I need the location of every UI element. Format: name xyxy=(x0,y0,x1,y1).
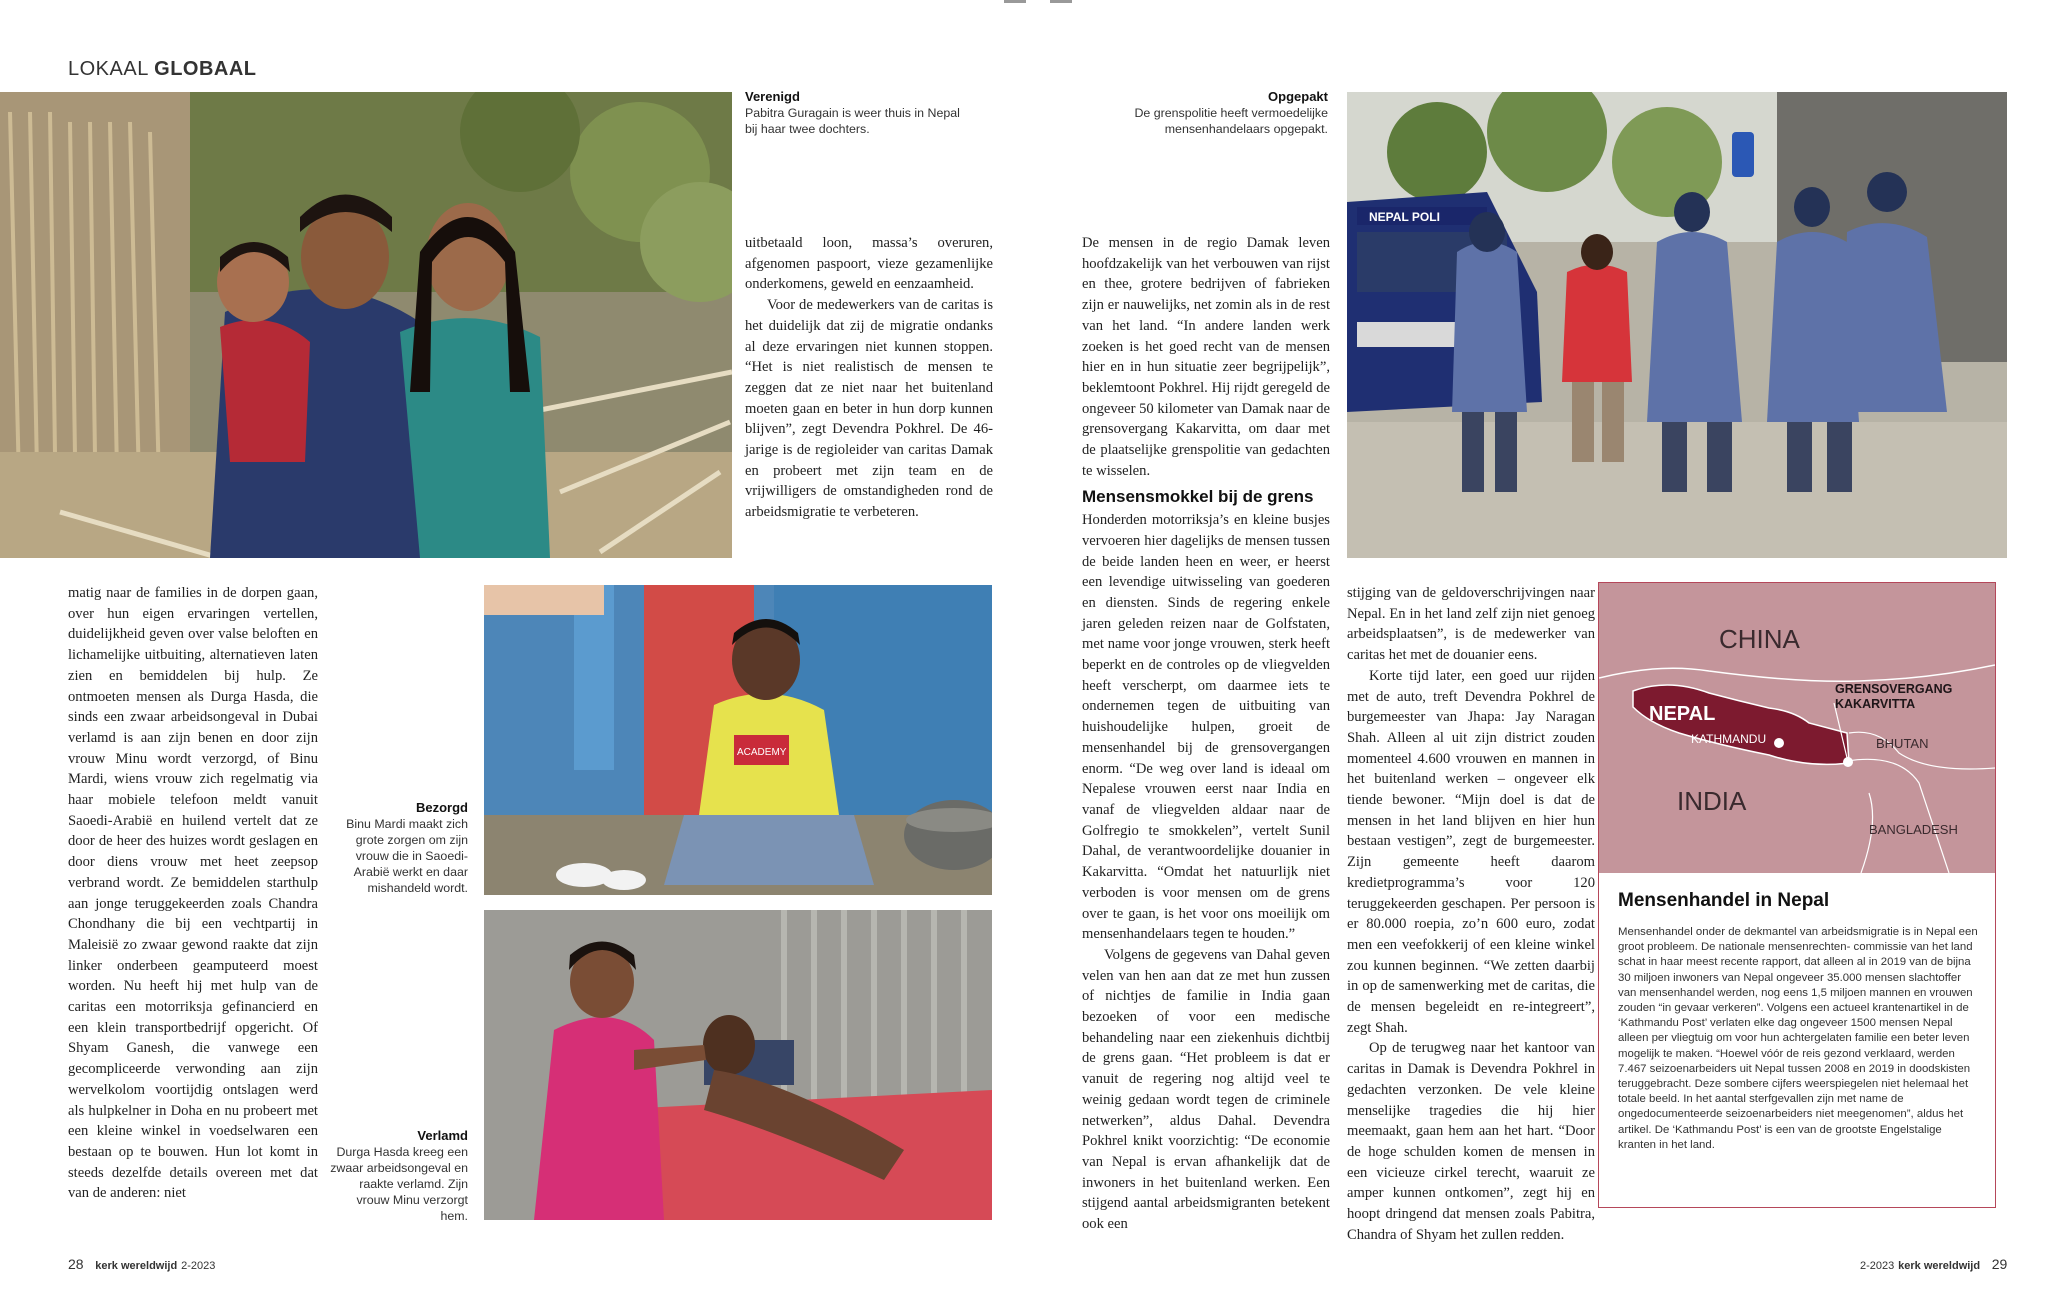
map-label-bangladesh: BANGLADESH xyxy=(1869,822,1958,837)
publication-name-right: kerk wereldwijd xyxy=(1898,1260,1981,1272)
paragraph: Op de terugweg naar het kantoor van caritas in Damak is Devendra Pokhrel in gedachten verzonken. De vele kleine menselijke tragedies die hij hier meemaakt, gaan hem aan het hart. “Door de hoge schulden komen de mensen in een vicieuze cirkel terecht, waaruit ze amper kunnen ontkomen”, zegt hij en hoopt dringend dat mensen zoals Pabitra, Chandra of Shyam het zullen redden. xyxy=(1347,1040,1595,1243)
paragraph: uitbetaald loon, massa’s overuren, afgenomen paspoort, vieze gezamenlijke onderkomens, geweld en eenzaamheid. xyxy=(745,235,993,293)
section-label-bold: GLOBAAL xyxy=(154,58,257,80)
police-car-text: NEPAL POLI xyxy=(1369,210,1440,224)
map-label-china: CHINA xyxy=(1719,624,1800,654)
caption-verenigd-title: Verenigd xyxy=(745,89,800,104)
photo-border-police xyxy=(1347,92,2007,558)
info-box-title: Mensenhandel in Nepal xyxy=(1618,890,1830,911)
map-label-kathmandu: KATHMANDU xyxy=(1691,732,1767,746)
top-mark-left xyxy=(1004,0,1026,3)
paragraph: De mensen in de regio Damak leven hoofdzakelijk van het verbouwen van rijst en thee, grotere bedrijven of fabrieken zijn er nauwelijks, net zomin als in de rest van het land. “In andere landen werk zoeken is het goed recht van de mensen hier en in hun situatie zeer begrijpelijk”, beklemtoont Pokhrel. Hij rijdt geregeld de ongeveer 50 kilometer van Damak naar de grensovergang Kakarvitta, om daar met de plaatselijke grenspolitie van gedachten te wisselen. xyxy=(1082,235,1330,479)
info-box xyxy=(1598,582,1996,1208)
section-label xyxy=(68,58,257,81)
caption-opgepakt-title: Opgepakt xyxy=(1268,89,1328,104)
caption-opgepakt-text: De grenspolitie heeft vermoedelijke mensenhandelaars opgepakt. xyxy=(1134,106,1328,136)
page-number-right: 29 xyxy=(1991,1256,2008,1272)
caption-verlamd-title: Verlamd xyxy=(417,1128,468,1143)
map-label-border-2: KAKARVITTA xyxy=(1835,697,1916,711)
map-label-india: INDIA xyxy=(1677,786,1747,816)
paragraph: Honderden motorriksja’s en kleine busjes vervoeren hier dagelijks de mensen tussen de beide landen heen en weer, er heerst een levendige uitwisseling van goederen en diensten. Sinds de regering enkele jaren geleden reizen naar de Golfstaten, met name voor jonge vrouwen, sterk heeft beperkt en de controles op de vliegvelden heeft verscherpt, om daarmee iets te ondernemen tegen de uitbuiting van huishoudelijke hulpen, groeit de mensenhandel bij de grensovergangen enorm. “De weg over land is ideaal om Nepalese vrouwen eerst naar India en vanaf de vliegvelden aldaar naar de Golfregio te smokkelen”, vertelt Sunil Dahal, de verantwoordelijke douanier in Kakarvitta. “Omdat het natuurlijk niet verboden is voor mensen om de grens over te gaan, is het voor ons moeilijk om mensenhandelaars tegen te houden.” xyxy=(1082,512,1330,943)
caption-verlamd-text: Durga Hasda kreeg een zwaar arbeidsongeval en raakte verlamd. Zijn vrouw Minu verzorgt hem. xyxy=(330,1145,468,1223)
paragraph: Voor de medewerkers van de caritas is het duidelijk dat zij de migratie ondanks al deze ervaringen niet kunnen stoppen. “Het is niet realistisch de mensen te zeggen dat ze niet naar het buitenland moeten gaan en beter in hun dorp kunnen blijven”, zegt Devendra Pokhrel. De 46-jarige is de regioleider van caritas Damak en probeert met zijn team en de vrijwilligers de omstandigheden rond de arbeidsmigratie te verbeteren. xyxy=(745,297,993,521)
nepal-map xyxy=(1599,583,1995,873)
info-box-text: Mensenhandel onder de dekmantel van arbeidsmigratie is in Nepal een groot probleem. De nationale mensenrechten- commissie van het land schat in haar meest recente rapport, dat alleen al in 2019 van de bijna 30 miljoen inwoners van Nepal ongeveer 35.000 mensen slachtoffer van mensenhandel werden, nog eens 1,5 miljoen mannen en vrouwen zouden “in gevaar verkeren”. Volgens een actueel krantenartikel in de ‘Kathmandu Post’ verlaten elke dag ongeveer 1500 mensen Nepal alleen per vliegtuig om voor hun achtergelaten familie een beter leven mogelijk te maken. “Hoewel vóór de reis gezond verklaard, werden 7.467 seizoenarbeiders uit Nepal tussen 2008 en 2019 in doodskisten teruggebracht. Deze sombere cijfers weerspiegelen niet helemaal het totale beeld. In het aantal sterfgevallen zijn met name de ongedocumenteerde seizoenarbeiders niet meegenomen”, aldus het artikel. De ‘Kathmandu Post’ is een van de grootste Engelstalige kranten in het land. xyxy=(1618,926,1978,1151)
top-mark-right xyxy=(1050,0,1072,3)
article-column-4 xyxy=(1347,583,1595,1246)
caption-verenigd-text: Pabitra Guragain is weer thuis in Nepal bij haar twee dochters. xyxy=(745,106,960,136)
caption-opgepakt xyxy=(1110,89,1328,137)
article-column-1 xyxy=(68,583,318,1204)
tshirt-logo-text: ACADEMY xyxy=(737,747,787,758)
caption-bezorgd xyxy=(330,800,468,896)
article-column-3 xyxy=(1082,233,1330,1235)
publication-name-left: kerk wereldwijd xyxy=(95,1260,178,1272)
paragraph: Volgens de gegevens van Dahal geven velen van hen aan dat ze met hun zussen of nichtjes de familie in India gaan bezoeken of voor een medische behandeling naar een ziekenhuis dichtbij de grens gaan. “Het probleem is dat er vanuit de regering nog altijd veel te weinig gedaan wordt tegen de criminele netwerken”, aldus Dahal. Devendra Pokhrel knikt voorzichtig: “De economie van Nepal is ervan afhankelijk dat de inwoners in het buitenland werken. Een stijgend aantal arbeidsmigranten betekent ook een xyxy=(1082,946,1330,1233)
caption-verlamd xyxy=(330,1128,468,1224)
page-number-left: 28 xyxy=(68,1256,84,1272)
caption-bezorgd-text: Binu Mardi maakt zich grote zorgen om zijn vrouw die in Saoedi-Arabië werkt en daar mishandeld wordt. xyxy=(346,817,468,895)
paragraph: stijging van de geldoverschrijvingen naar Nepal. En in het land zelf zijn niet genoeg arbeidsplaatsen”, is de medewerker van caritas het met de douanier eens. xyxy=(1347,585,1595,664)
section-label-light: LOKAAL xyxy=(68,58,155,80)
footer-left xyxy=(68,1256,215,1272)
photo-man-phone xyxy=(484,585,992,895)
map-label-nepal: NEPAL xyxy=(1649,703,1716,725)
photo-family xyxy=(0,92,732,558)
caption-verenigd xyxy=(745,89,960,137)
paragraph: matig naar de families in de dorpen gaan, over hun eigen ervaringen vertellen, duidelijkheid geven over valse beloften en lichamelijke uitbuiting, alternatieven laten zien en bemiddelen bij hulp. Ze ontmoeten mensen als Durga Hasda, die sinds een zwaar arbeidsongeval in Dubai verlamd is aan zijn benen en door zijn vrouw Minu wordt verzorgd, of Binu Mardi, wiens vrouw zich regelmatig via haar mobiele telefoon meldt vanuit Saoedi-Arabië en huilend vertelt dat ze door de heer des huizes wordt geslagen en door diens vrouw met heet zeepsop verbrand wordt. Ze bemiddelen starthulp aan jonge teruggekeerden zoals Chandra Chondhany die bij een vechtpartij in Maleisië zo zwaar gewond raakte dat zijn linker onderbeen geamputeerd moest worden. Nu heeft hij met hulp van de caritas een motorriksja gefinancierd en een klein transportbedrijf opgericht. Of Shyam Ganesh, die vanwege een gecompliceerde verwonding aan zijn wervelkolom voortijdig ontslagen werd als hulpkelner in Doha en nu probeert met een kleine winkel in voedselwaren een bestaan op te bouwen. Hun lot komt in steeds dezelfde details overeen met dat van de anderen: niet xyxy=(68,585,318,1202)
photo-caregiving xyxy=(484,910,992,1220)
map-label-bhutan: BHUTAN xyxy=(1876,736,1929,751)
caption-bezorgd-title: Bezorgd xyxy=(416,800,468,815)
paragraph: Korte tijd later, een goed uur rijden met de auto, treft Devendra Pokhrel de burgemeester van Jhapa: Jay Naragan Shah. Alleen al uit zijn district zouden momenteel 4.600 vrouwen en mannen in het buitenland werken – ongeveer elk tiende bewoner. “Mijn doel is dat de mensen in het land blijven en hier hun bestaan vestigen”, zegt de burgemeester. Zijn gemeente heeft daarom kredietprogramma’s voor 120 teruggekeerden geschapen. Per persoon is er 80.000 roepia, zo’n 600 euro, zodat men een veefokkerij of een kleine winkel zou kunnen beginnen. “We zetten daarbij in op de samenwerking met de caritas, die de mensen begeleidt en re-integreert”, zegt Shah. xyxy=(1347,667,1595,1036)
map-label-border-1: GRENSOVERGANG xyxy=(1835,682,1953,696)
subheading: Mensensmokkel bij de grens xyxy=(1082,487,1314,507)
footer-right xyxy=(1860,1256,2007,1272)
article-column-2 xyxy=(745,233,993,523)
issue-right: 2-2023 xyxy=(1860,1260,1895,1272)
issue-left: 2-2023 xyxy=(181,1260,216,1272)
